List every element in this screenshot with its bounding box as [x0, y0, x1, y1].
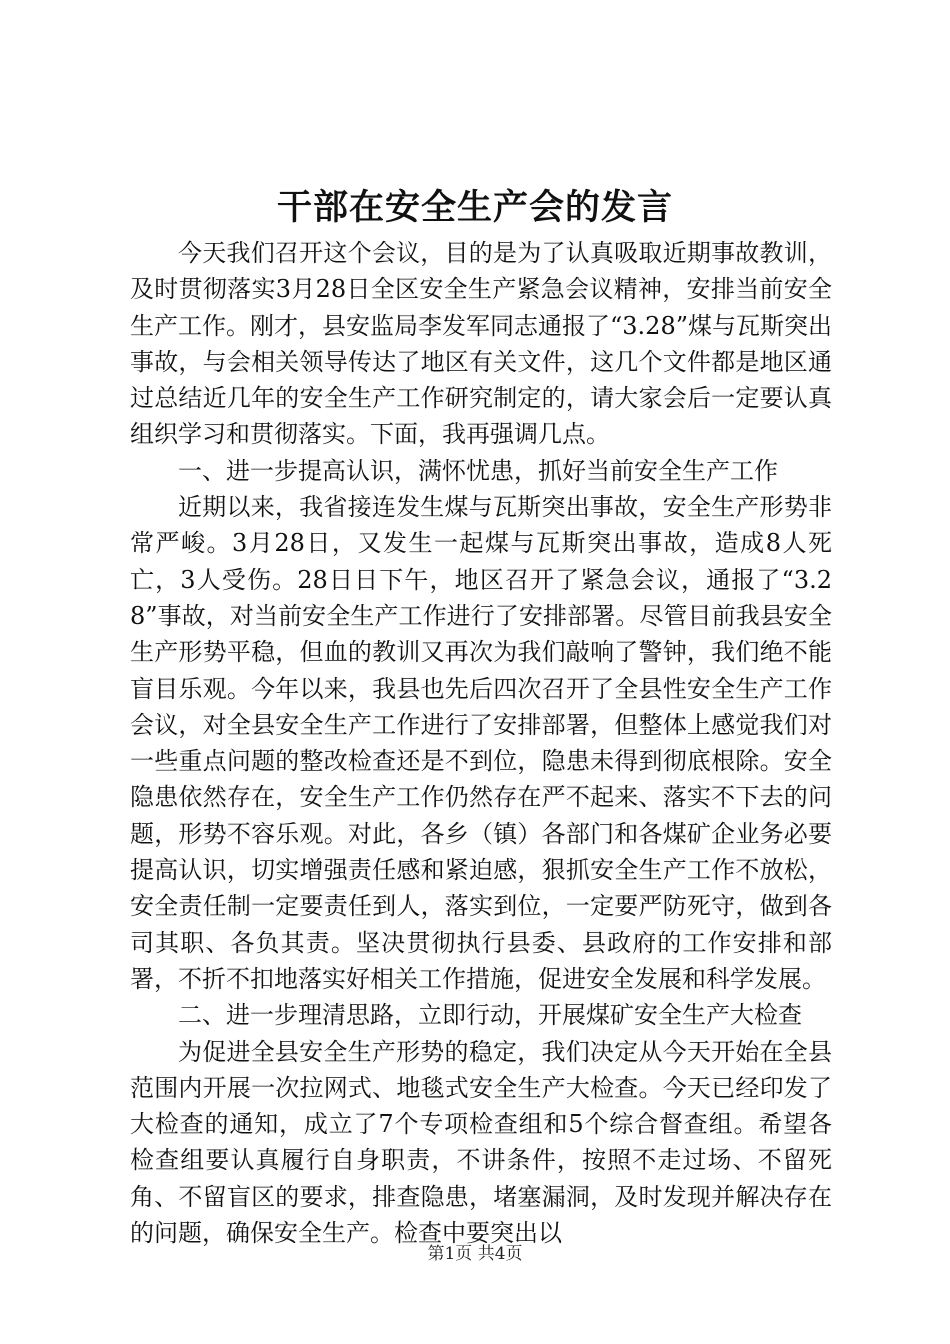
- paragraph-section-2: 为促进全县安全生产形势的稳定，我们决定从今天开始在全县范围内开展一次拉网式、地毯式安全生产大检查。今天已经印发了大检查的通知，成立了7个专项检查组和5个综合督查组。希望各检查组要认真履行自身职责，不讲条件，按照不走过场、不留死角、不留盲区的要求，排查隐患，堵塞漏洞，及时发现并解决存在的问题，确保安全生产。检查中要突出以: [130, 1037, 832, 1248]
- section-heading-2: 二、进一步理清思路，立即行动，开展煤矿安全生产大检查: [178, 1001, 802, 1030]
- paragraph-intro: 今天我们召开这个会议，目的是为了认真吸取近期事故教训，及时贯彻落实3月28日全区安全生产紧急会议精神，安排当前安全生产工作。刚才，县安监局李发军同志通报了“3.28”煤与瓦斯突出事故，与会相关领导传达了地区有关文件，这几个文件都是地区通过总结近几年的安全生产工作研究制定的，请大家会后一定要认真组织学习和贯彻落实。下面，我再强调几点。: [130, 239, 832, 449]
- page-footer: 第1页 共4页: [427, 1244, 523, 1264]
- document-title: 干部在安全生产会的发言: [276, 187, 673, 228]
- paragraph-section-1: 近期以来，我省接连发生煤与瓦斯突出事故，安全生产形势非常严峻。3月28日，又发生一起煤与瓦斯突出事故，造成8人死亡，3人受伤。28日日下午，地区召开了紧急会议，通报了“3.28”事故，对当前安全生产工作进行了安排部署。尽管目前我县安全生产形势平稳，但血的教训又再次为我们敲响了警钟，我们绝不能盲目乐观。今年以来，我县也先后四次召开了全县性安全生产工作会议，对全县安全生产工作进行了安排部署，但整体上感觉我们对一些重点问题的整改检查还是不到位，隐患未得到彻底根除。安全隐患依然存在，安全生产工作仍然存在严不起来、落实不下去的问题，形势不容乐观。对此，各乡（镇）各部门和各煤矿企业务必要提高认识，切实增强责任感和紧迫感，狠抓安全生产工作不放松，安全责任制一定要责任到人，落实到位，一定要严防死守，做到各司其职、各负其责。坚决贯彻执行县委、县政府的工作安排和部署，不折不扣地落实好相关工作措施，促进安全发展和科学发展。: [130, 493, 832, 993]
- section-heading-1: 一、进一步提高认识，满怀忧患，抓好当前安全生产工作: [178, 456, 778, 485]
- document-body: [130, 235, 832, 1251]
